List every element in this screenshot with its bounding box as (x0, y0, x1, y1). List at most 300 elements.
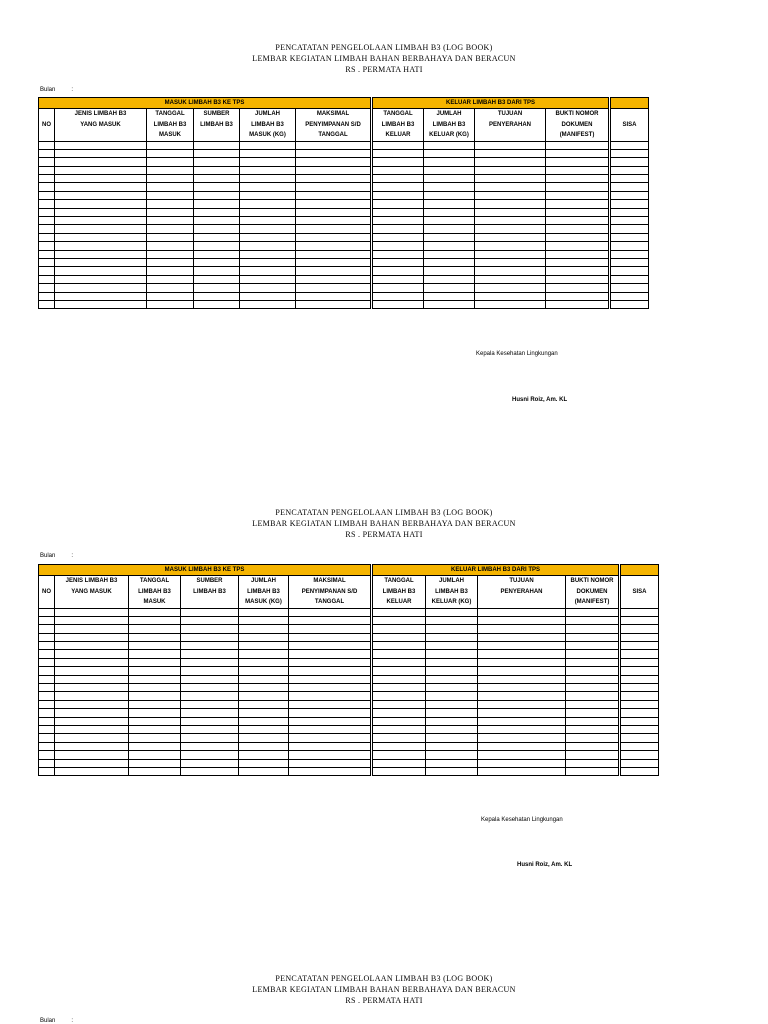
table-cell[interactable] (372, 242, 424, 250)
table-cell[interactable] (239, 616, 289, 624)
table-cell[interactable] (181, 734, 239, 742)
table-cell[interactable] (147, 225, 194, 233)
table-cell[interactable] (372, 292, 424, 300)
table-cell[interactable] (55, 275, 147, 283)
table-cell[interactable] (372, 658, 426, 666)
table-cell[interactable] (372, 709, 426, 717)
table-cell[interactable] (475, 242, 546, 250)
table-cell[interactable] (610, 175, 649, 183)
table-cell[interactable] (39, 225, 55, 233)
table-cell[interactable] (240, 217, 296, 225)
table-cell[interactable] (620, 692, 659, 700)
table-cell[interactable] (55, 225, 147, 233)
table-cell[interactable] (39, 141, 55, 149)
table-cell[interactable] (147, 141, 194, 149)
table-cell[interactable] (181, 700, 239, 708)
table-cell[interactable] (424, 166, 475, 174)
table-cell[interactable] (55, 200, 147, 208)
table-cell[interactable] (478, 725, 566, 733)
table-cell[interactable] (610, 208, 649, 216)
table-cell[interactable] (610, 242, 649, 250)
table-cell[interactable] (478, 658, 566, 666)
table-cell[interactable] (566, 684, 620, 692)
table-cell[interactable] (39, 717, 55, 725)
table-cell[interactable] (372, 191, 424, 199)
table-cell[interactable] (546, 166, 610, 174)
table-cell[interactable] (39, 684, 55, 692)
table-cell[interactable] (620, 650, 659, 658)
table-cell[interactable] (372, 208, 424, 216)
table-cell[interactable] (289, 633, 372, 641)
table-cell[interactable] (372, 250, 424, 258)
table-cell[interactable] (194, 149, 240, 157)
table-cell[interactable] (478, 700, 566, 708)
table-cell[interactable] (239, 700, 289, 708)
table-cell[interactable] (240, 233, 296, 241)
table-cell[interactable] (372, 183, 424, 191)
table-cell[interactable] (620, 658, 659, 666)
table-cell[interactable] (424, 258, 475, 266)
table-cell[interactable] (620, 742, 659, 750)
table-cell[interactable] (181, 642, 239, 650)
table-cell[interactable] (566, 642, 620, 650)
table-cell[interactable] (39, 608, 55, 616)
table-cell[interactable] (55, 650, 129, 658)
table-cell[interactable] (372, 217, 424, 225)
table-cell[interactable] (546, 225, 610, 233)
table-cell[interactable] (194, 183, 240, 191)
table-cell[interactable] (620, 667, 659, 675)
table-cell[interactable] (610, 225, 649, 233)
table-cell[interactable] (546, 141, 610, 149)
table-cell[interactable] (620, 717, 659, 725)
table-cell[interactable] (610, 284, 649, 292)
table-cell[interactable] (39, 200, 55, 208)
table-cell[interactable] (610, 292, 649, 300)
table-cell[interactable] (546, 183, 610, 191)
table-cell[interactable] (55, 233, 147, 241)
table-cell[interactable] (424, 208, 475, 216)
table-cell[interactable] (147, 284, 194, 292)
table-cell[interactable] (478, 734, 566, 742)
table-cell[interactable] (39, 616, 55, 624)
table-cell[interactable] (129, 759, 181, 767)
table-cell[interactable] (194, 233, 240, 241)
table-cell[interactable] (475, 275, 546, 283)
table-cell[interactable] (478, 692, 566, 700)
table-cell[interactable] (194, 208, 240, 216)
table-cell[interactable] (426, 608, 478, 616)
table-cell[interactable] (55, 616, 129, 624)
table-cell[interactable] (296, 275, 372, 283)
table-cell[interactable] (475, 267, 546, 275)
table-cell[interactable] (194, 217, 240, 225)
table-cell[interactable] (240, 284, 296, 292)
table-cell[interactable] (372, 650, 426, 658)
table-cell[interactable] (240, 225, 296, 233)
table-cell[interactable] (424, 191, 475, 199)
table-cell[interactable] (372, 717, 426, 725)
table-cell[interactable] (39, 700, 55, 708)
table-cell[interactable] (289, 658, 372, 666)
table-cell[interactable] (620, 709, 659, 717)
table-cell[interactable] (566, 625, 620, 633)
table-cell[interactable] (39, 158, 55, 166)
table-cell[interactable] (566, 751, 620, 759)
table-cell[interactable] (296, 300, 372, 308)
table-cell[interactable] (181, 675, 239, 683)
table-cell[interactable] (475, 284, 546, 292)
table-cell[interactable] (55, 149, 147, 157)
table-cell[interactable] (372, 275, 424, 283)
table-cell[interactable] (129, 709, 181, 717)
table-cell[interactable] (566, 667, 620, 675)
table-cell[interactable] (55, 700, 129, 708)
table-cell[interactable] (372, 675, 426, 683)
table-cell[interactable] (610, 217, 649, 225)
table-cell[interactable] (240, 183, 296, 191)
table-cell[interactable] (478, 709, 566, 717)
table-cell[interactable] (129, 725, 181, 733)
table-cell[interactable] (55, 767, 129, 775)
table-cell[interactable] (55, 300, 147, 308)
table-cell[interactable] (289, 759, 372, 767)
table-cell[interactable] (129, 616, 181, 624)
table-cell[interactable] (478, 667, 566, 675)
table-cell[interactable] (55, 734, 129, 742)
table-cell[interactable] (372, 608, 426, 616)
table-cell[interactable] (129, 625, 181, 633)
table-cell[interactable] (620, 751, 659, 759)
table-cell[interactable] (424, 242, 475, 250)
table-cell[interactable] (620, 725, 659, 733)
table-cell[interactable] (424, 300, 475, 308)
table-cell[interactable] (610, 250, 649, 258)
table-cell[interactable] (55, 667, 129, 675)
table-cell[interactable] (296, 166, 372, 174)
table-cell[interactable] (372, 725, 426, 733)
table-cell[interactable] (372, 258, 424, 266)
table-cell[interactable] (372, 692, 426, 700)
table-cell[interactable] (478, 633, 566, 641)
table-cell[interactable] (289, 742, 372, 750)
table-cell[interactable] (39, 692, 55, 700)
table-cell[interactable] (239, 751, 289, 759)
table-cell[interactable] (239, 692, 289, 700)
table-cell[interactable] (129, 650, 181, 658)
table-cell[interactable] (239, 767, 289, 775)
table-cell[interactable] (424, 183, 475, 191)
table-cell[interactable] (55, 166, 147, 174)
table-cell[interactable] (610, 258, 649, 266)
table-cell[interactable] (546, 233, 610, 241)
table-cell[interactable] (620, 616, 659, 624)
table-cell[interactable] (610, 191, 649, 199)
table-cell[interactable] (424, 200, 475, 208)
table-cell[interactable] (546, 208, 610, 216)
table-cell[interactable] (610, 200, 649, 208)
table-cell[interactable] (372, 742, 426, 750)
table-cell[interactable] (147, 200, 194, 208)
table-cell[interactable] (475, 166, 546, 174)
table-cell[interactable] (194, 200, 240, 208)
table-cell[interactable] (620, 734, 659, 742)
table-cell[interactable] (478, 759, 566, 767)
table-cell[interactable] (424, 284, 475, 292)
table-cell[interactable] (181, 616, 239, 624)
table-cell[interactable] (289, 650, 372, 658)
table-cell[interactable] (566, 717, 620, 725)
table-cell[interactable] (478, 608, 566, 616)
table-cell[interactable] (620, 759, 659, 767)
table-cell[interactable] (620, 700, 659, 708)
table-cell[interactable] (610, 183, 649, 191)
table-cell[interactable] (147, 275, 194, 283)
table-cell[interactable] (372, 141, 424, 149)
table-cell[interactable] (147, 208, 194, 216)
table-cell[interactable] (129, 608, 181, 616)
table-cell[interactable] (240, 267, 296, 275)
table-cell[interactable] (55, 258, 147, 266)
table-cell[interactable] (426, 642, 478, 650)
table-cell[interactable] (55, 633, 129, 641)
table-cell[interactable] (289, 734, 372, 742)
table-cell[interactable] (424, 175, 475, 183)
table-cell[interactable] (478, 684, 566, 692)
table-cell[interactable] (372, 667, 426, 675)
table-cell[interactable] (566, 709, 620, 717)
table-cell[interactable] (194, 166, 240, 174)
table-cell[interactable] (424, 158, 475, 166)
table-cell[interactable] (239, 742, 289, 750)
table-cell[interactable] (475, 258, 546, 266)
table-cell[interactable] (372, 700, 426, 708)
table-cell[interactable] (475, 233, 546, 241)
table-cell[interactable] (240, 258, 296, 266)
table-cell[interactable] (296, 225, 372, 233)
table-cell[interactable] (426, 658, 478, 666)
table-cell[interactable] (129, 667, 181, 675)
table-cell[interactable] (289, 642, 372, 650)
table-cell[interactable] (39, 709, 55, 717)
table-cell[interactable] (475, 175, 546, 183)
table-cell[interactable] (289, 692, 372, 700)
table-cell[interactable] (181, 684, 239, 692)
table-cell[interactable] (424, 225, 475, 233)
table-cell[interactable] (240, 208, 296, 216)
table-cell[interactable] (39, 642, 55, 650)
table-cell[interactable] (372, 225, 424, 233)
table-cell[interactable] (181, 751, 239, 759)
table-cell[interactable] (426, 700, 478, 708)
table-cell[interactable] (39, 734, 55, 742)
table-cell[interactable] (39, 751, 55, 759)
table-cell[interactable] (372, 625, 426, 633)
table-cell[interactable] (181, 650, 239, 658)
table-cell[interactable] (372, 767, 426, 775)
table-cell[interactable] (147, 191, 194, 199)
table-cell[interactable] (372, 233, 424, 241)
table-cell[interactable] (55, 175, 147, 183)
table-cell[interactable] (39, 217, 55, 225)
table-cell[interactable] (546, 242, 610, 250)
table-cell[interactable] (475, 208, 546, 216)
table-cell[interactable] (240, 242, 296, 250)
table-cell[interactable] (181, 742, 239, 750)
table-cell[interactable] (55, 158, 147, 166)
table-cell[interactable] (424, 233, 475, 241)
table-cell[interactable] (610, 166, 649, 174)
table-cell[interactable] (39, 258, 55, 266)
table-cell[interactable] (475, 225, 546, 233)
table-cell[interactable] (372, 300, 424, 308)
table-cell[interactable] (372, 267, 424, 275)
table-cell[interactable] (289, 684, 372, 692)
table-cell[interactable] (296, 158, 372, 166)
table-cell[interactable] (240, 300, 296, 308)
table-cell[interactable] (239, 759, 289, 767)
table-cell[interactable] (426, 751, 478, 759)
table-cell[interactable] (181, 625, 239, 633)
table-cell[interactable] (39, 300, 55, 308)
table-cell[interactable] (289, 709, 372, 717)
table-cell[interactable] (610, 233, 649, 241)
table-cell[interactable] (147, 267, 194, 275)
table-cell[interactable] (55, 759, 129, 767)
table-cell[interactable] (147, 242, 194, 250)
table-cell[interactable] (546, 149, 610, 157)
table-cell[interactable] (566, 767, 620, 775)
table-cell[interactable] (289, 725, 372, 733)
table-cell[interactable] (426, 633, 478, 641)
table-cell[interactable] (55, 292, 147, 300)
table-cell[interactable] (55, 217, 147, 225)
table-cell[interactable] (478, 742, 566, 750)
table-cell[interactable] (55, 625, 129, 633)
table-cell[interactable] (546, 250, 610, 258)
table-cell[interactable] (475, 250, 546, 258)
table-cell[interactable] (478, 717, 566, 725)
table-cell[interactable] (147, 292, 194, 300)
table-cell[interactable] (566, 692, 620, 700)
table-cell[interactable] (39, 742, 55, 750)
table-cell[interactable] (372, 759, 426, 767)
table-cell[interactable] (39, 625, 55, 633)
table-cell[interactable] (39, 275, 55, 283)
table-cell[interactable] (546, 217, 610, 225)
table-cell[interactable] (546, 200, 610, 208)
table-cell[interactable] (475, 191, 546, 199)
table-cell[interactable] (289, 717, 372, 725)
table-cell[interactable] (566, 742, 620, 750)
table-cell[interactable] (147, 166, 194, 174)
table-cell[interactable] (39, 149, 55, 157)
table-cell[interactable] (39, 183, 55, 191)
table-cell[interactable] (372, 633, 426, 641)
table-cell[interactable] (296, 141, 372, 149)
table-cell[interactable] (289, 608, 372, 616)
table-cell[interactable] (147, 158, 194, 166)
table-cell[interactable] (475, 200, 546, 208)
table-cell[interactable] (610, 141, 649, 149)
table-cell[interactable] (289, 700, 372, 708)
table-cell[interactable] (240, 149, 296, 157)
table-cell[interactable] (39, 650, 55, 658)
table-cell[interactable] (39, 284, 55, 292)
table-cell[interactable] (546, 292, 610, 300)
table-cell[interactable] (194, 250, 240, 258)
table-cell[interactable] (147, 175, 194, 183)
table-cell[interactable] (296, 258, 372, 266)
table-cell[interactable] (147, 233, 194, 241)
table-cell[interactable] (147, 217, 194, 225)
table-cell[interactable] (129, 700, 181, 708)
table-cell[interactable] (620, 625, 659, 633)
table-cell[interactable] (426, 684, 478, 692)
table-cell[interactable] (478, 767, 566, 775)
table-cell[interactable] (372, 616, 426, 624)
table-cell[interactable] (620, 608, 659, 616)
table-cell[interactable] (546, 275, 610, 283)
table-cell[interactable] (620, 675, 659, 683)
table-cell[interactable] (55, 608, 129, 616)
table-cell[interactable] (55, 717, 129, 725)
table-cell[interactable] (475, 292, 546, 300)
table-cell[interactable] (372, 284, 424, 292)
table-cell[interactable] (289, 751, 372, 759)
table-cell[interactable] (424, 267, 475, 275)
table-cell[interactable] (55, 709, 129, 717)
table-cell[interactable] (129, 675, 181, 683)
table-cell[interactable] (194, 258, 240, 266)
table-cell[interactable] (55, 742, 129, 750)
table-cell[interactable] (239, 717, 289, 725)
table-cell[interactable] (55, 191, 147, 199)
table-cell[interactable] (424, 149, 475, 157)
table-cell[interactable] (194, 267, 240, 275)
table-cell[interactable] (147, 258, 194, 266)
table-cell[interactable] (194, 242, 240, 250)
table-cell[interactable] (372, 684, 426, 692)
table-cell[interactable] (39, 675, 55, 683)
table-cell[interactable] (181, 725, 239, 733)
table-cell[interactable] (566, 725, 620, 733)
table-cell[interactable] (296, 217, 372, 225)
table-cell[interactable] (181, 692, 239, 700)
table-cell[interactable] (55, 250, 147, 258)
table-cell[interactable] (194, 141, 240, 149)
table-cell[interactable] (426, 667, 478, 675)
table-cell[interactable] (239, 625, 289, 633)
table-cell[interactable] (372, 149, 424, 157)
table-cell[interactable] (296, 183, 372, 191)
table-cell[interactable] (566, 700, 620, 708)
table-cell[interactable] (546, 175, 610, 183)
table-cell[interactable] (426, 616, 478, 624)
table-cell[interactable] (240, 292, 296, 300)
table-cell[interactable] (475, 217, 546, 225)
table-cell[interactable] (478, 650, 566, 658)
table-cell[interactable] (129, 742, 181, 750)
table-cell[interactable] (39, 191, 55, 199)
table-cell[interactable] (426, 709, 478, 717)
table-cell[interactable] (240, 250, 296, 258)
table-cell[interactable] (39, 667, 55, 675)
table-cell[interactable] (129, 642, 181, 650)
table-cell[interactable] (39, 759, 55, 767)
table-cell[interactable] (424, 217, 475, 225)
table-cell[interactable] (55, 267, 147, 275)
